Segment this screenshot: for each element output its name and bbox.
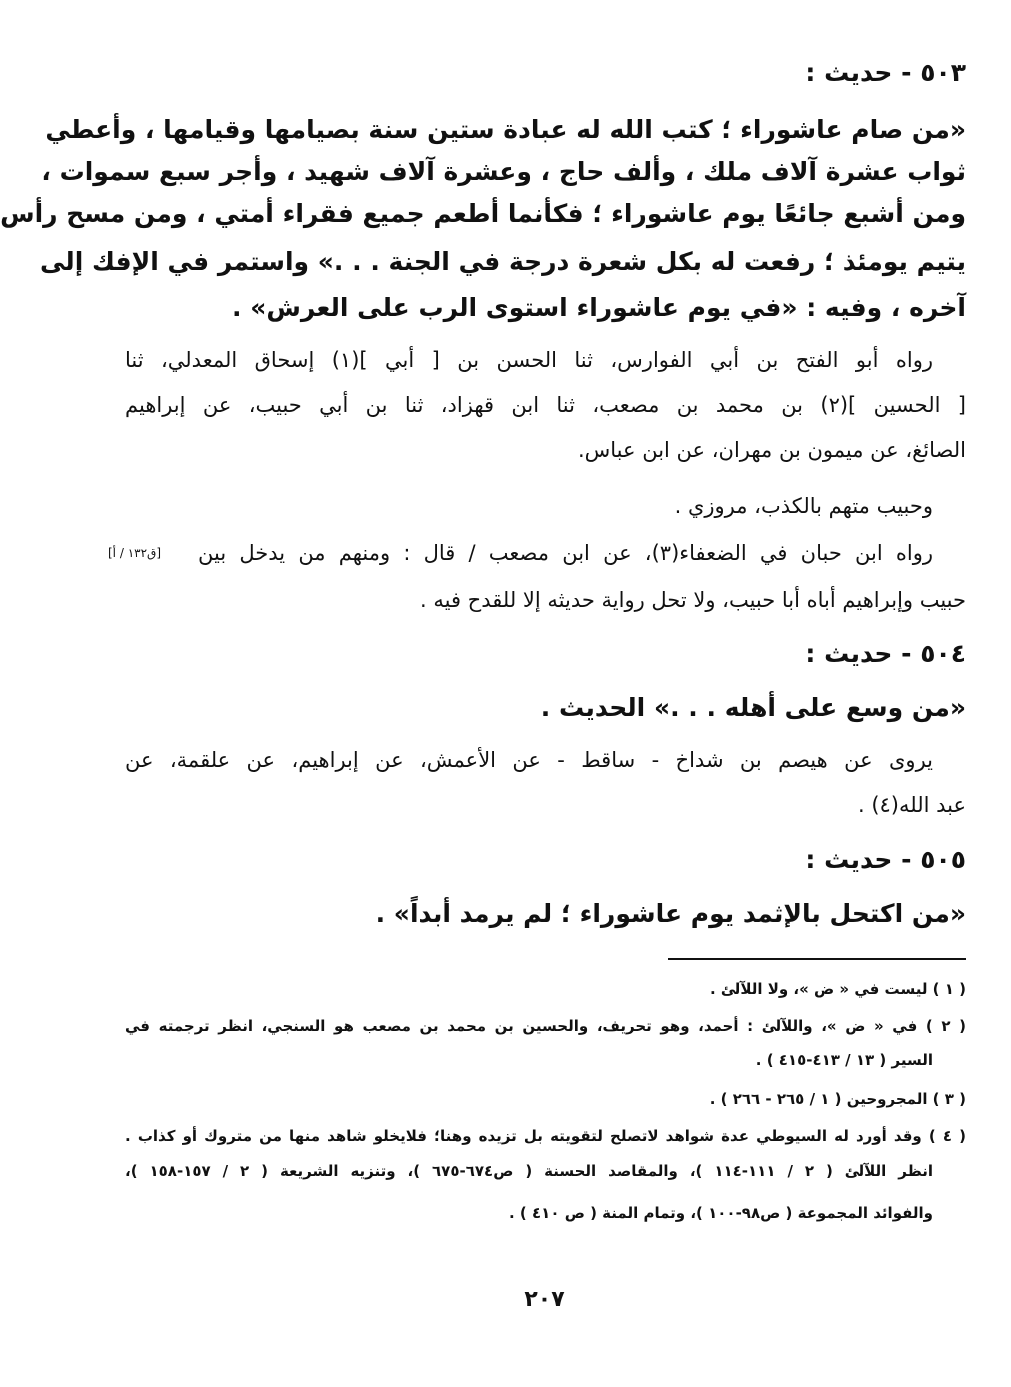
hadith-504-heading: ٥٠٤ - حديث : (805, 639, 966, 668)
footnote-4-line: انظر اللآلئ ( ٢ / ١١١-١١٤ )، والمقاصد الحسنة ( ص٦٧٤-٦٧٥ )، وتنزيه الشريعة ( ٢ / ١٥٧-١٥٨ )، (125, 1162, 933, 1180)
hadith-503-matn-line: آخره ، وفيه : «في يوم عاشوراء استوى الرب على العرش» . (232, 293, 966, 322)
footnote-4-line: والفوائد المجموعة ( ص٩٨-١٠٠ )، وتمام المنة ( ص ٤١٠ ) . (509, 1204, 933, 1222)
hadith-503-ibn-hibban-line: رواه ابن حبان في الضعفاء(٣)، عن ابن مصعب / قال : ومنهم من يدخل بين (198, 541, 933, 565)
hadith-503-matn-line: «من صام عاشوراء ؛ كتب الله له عبادة ستين سنة بصيامها وقيامها ، وأعطي (45, 115, 966, 144)
hadith-503-isnad-line: [ الحسين ](٢) بن محمد بن مصعب، ثنا ابن قهزاد، ثنا بن أبي حبيب، عن إبراهيم (125, 393, 966, 417)
footnote-2-line: السير ( ١٣ / ٤١٣-٤١٥ ) . (755, 1051, 933, 1069)
footnote-separator (668, 958, 966, 960)
hadith-503-heading: ٥٠٣ - حديث : (805, 58, 966, 87)
hadith-504-narration-line: عبد الله(٤) . (857, 793, 966, 817)
page-number: ٢٠٧ (524, 1287, 565, 1312)
hadith-503-grading-note: وحبيب متهم بالكذب، مروزي . (674, 494, 933, 518)
footnote-1: ( ١ ) ليست في « ض »، ولا اللآلئ . (710, 980, 966, 998)
hadith-503-ibn-hibban-line: حبيب وإبراهيم أباه أبا حبيب، ولا تحل رواية حديثه إلا للقدح فيه . (420, 588, 966, 612)
hadith-504-narration-line: يروى عن هيصم بن شداخ - ساقط - عن الأعمش، عن إبراهيم، عن علقمة، عن (125, 748, 933, 772)
footnote-3: ( ٣ ) المجروحين ( ١ / ٢٦٥ - ٢٦٦ ) . (709, 1090, 966, 1108)
hadith-503-isnad-line: رواه أبو الفتح بن أبي الفوارس، ثنا الحسن بن [ أبي ](١) إسحاق المعدلي، ثنا (125, 348, 933, 372)
hadith-503-matn-line: ومن أشبع جائعًا يوم عاشوراء ؛ فكأنما أطعم جميع فقراء أمتي ، ومن مسح رأس (0, 199, 966, 228)
hadith-503-matn-line: يتيم يومئذ ؛ رفعت له بكل شعرة درجة في الجنة . . .» واستمر في الإفك إلى (40, 247, 966, 276)
footnote-4-line: ( ٤ ) وقد أورد له السيوطي عدة شواهد لاتصلح لتقويته بل تزيده وهنا؛ فلايخلو شاهد منها من متروك أو كذاب . (125, 1127, 966, 1145)
footnote-2-line: ( ٢ ) في « ض »، واللآلئ : أحمد، وهو تحريف، والحسين بن محمد بن مصعب هو السنجي، انظر ترجمته في (125, 1017, 966, 1035)
manuscript-folio-marker: [ق١٣٢ / أ] (108, 546, 162, 560)
hadith-504-matn: «من وسع على أهله . . .» الحديث . (540, 693, 966, 722)
hadith-503-matn-line: ثواب عشرة آلاف ملك ، وألف حاج ، وعشرة آلاف شهيد ، وأجر سبع سموات ، (41, 157, 966, 186)
hadith-503-isnad-line: الصائغ، عن ميمون بن مهران، عن ابن عباس. (577, 438, 966, 462)
hadith-505-heading: ٥٠٥ - حديث : (805, 845, 966, 874)
hadith-505-matn: «من اكتحل بالإثمد يوم عاشوراء ؛ لم يرمد أبداً» . (375, 899, 966, 928)
